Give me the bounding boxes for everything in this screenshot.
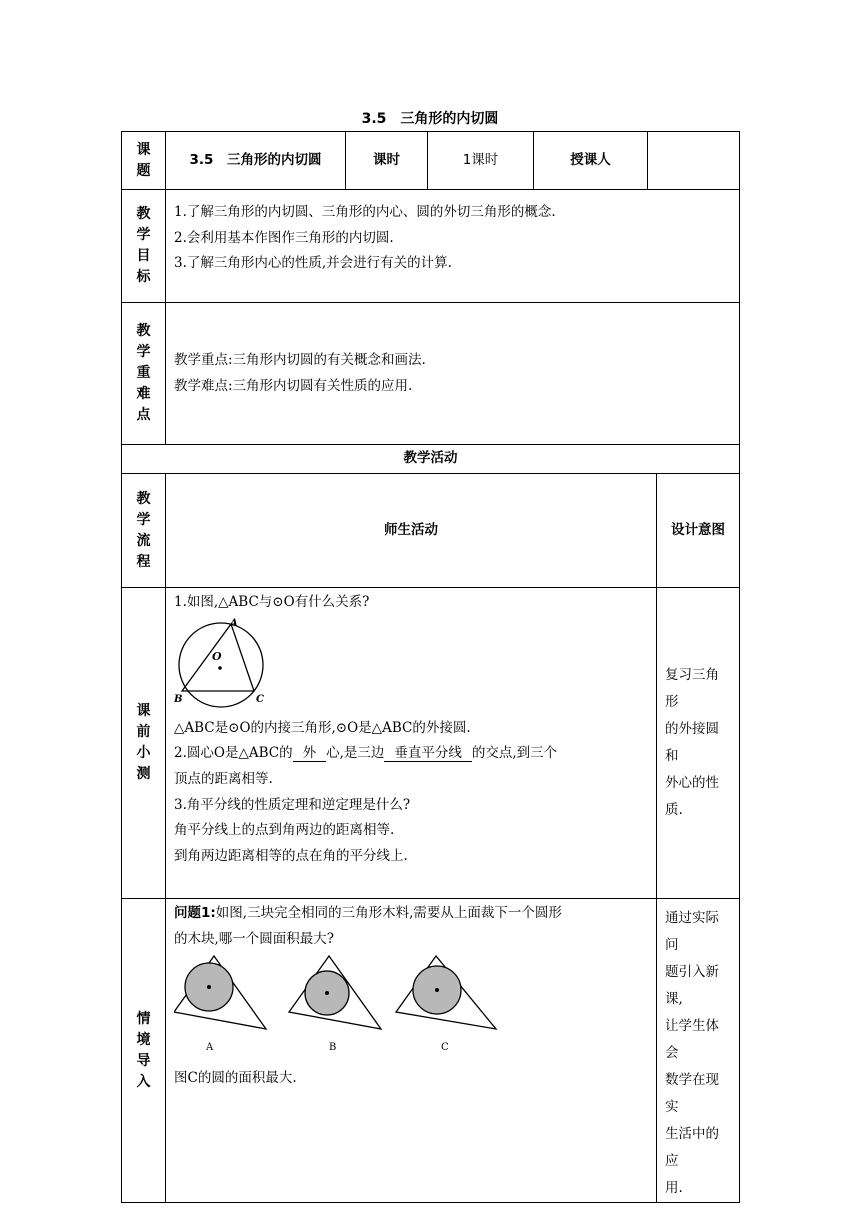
answer-1: △ABC是⊙O的内接三角形,⊙O是△ABC的外接圆. <box>174 719 471 736</box>
focus-row <box>122 303 740 445</box>
svg-text:B: B <box>329 1042 337 1054</box>
triangle-B <box>289 956 381 1053</box>
goal-item: 3.了解三角形内心的性质,并会进行有关的计算. <box>174 255 452 272</box>
difficulty: 教学难点:三角形内切圆有关性质的应用. <box>174 377 413 394</box>
svg-text:A: A <box>230 617 238 629</box>
col-activity: 师生活动 <box>166 474 657 588</box>
svg-text:C: C <box>256 693 264 705</box>
answer-3a: 角平分线上的点到角两边的距离相等. <box>174 822 395 839</box>
teacher-label: 授课人 <box>534 132 648 190</box>
keshi-label: 课时 <box>346 132 428 190</box>
pretest-intent: 复习三角形 的外接圆和 外心的性质. <box>657 588 740 899</box>
svg-text:A: A <box>206 1042 214 1054</box>
col-intent: 设计意图 <box>657 474 740 588</box>
svg-text:C: C <box>441 1042 449 1054</box>
question-3: 3.角平分线的性质定理和逆定理是什么? <box>174 796 411 813</box>
intro-row <box>122 899 740 1203</box>
problem-1: 问题1:如图,三块完全相同的三角形木料,需要从上面裁下一个圆形 <box>174 905 562 921</box>
triangle-A <box>174 956 266 1053</box>
triangle-C <box>396 956 496 1053</box>
goal-item: 2.会利用基本作图作三角形的内切圆. <box>174 229 394 246</box>
answer-3b: 到角两边距离相等的点在角的平分线上. <box>174 847 408 864</box>
svg-text:O: O <box>212 649 222 663</box>
label-goals: 教 学 目 标 <box>122 190 166 303</box>
intro-content: 问题1:如图,三块完全相同的三角形木料,需要从上面裁下一个圆形 的木块,哪一个圆面积最大? A B C 图C的圆的面积最大. <box>166 899 657 1203</box>
document-title: 3.5 三角形的内切圆 <box>361 111 499 127</box>
circumcircle-figure <box>174 618 274 710</box>
label-focus: 教 学 重 难 点 <box>122 303 166 445</box>
activity-header-row <box>122 445 740 474</box>
goal-item: 1.了解三角形的内切圆、三角形的内心、圆的外切三角形的概念. <box>174 204 556 220</box>
focus-content <box>166 303 740 445</box>
intro-answer: 图C的圆的面积最大. <box>174 1070 297 1087</box>
label-flow: 教 学 流 程 <box>122 474 166 588</box>
intro-intent: 通过实际问 题引入新课, 让学生体会 数学在现实 生活中的应 用. <box>657 899 740 1203</box>
flow-row <box>122 474 740 588</box>
triangles-figure <box>174 954 514 1064</box>
question-1: 1.如图,△ABC与⊙O有什么关系? <box>174 594 370 610</box>
blank-answer: 垂直平分线 <box>384 745 472 762</box>
teacher-value <box>648 132 740 190</box>
blank-answer: 外 <box>293 745 327 762</box>
header-row <box>122 132 740 190</box>
label-pretest: 课 前 小 测 <box>122 588 166 899</box>
lesson-plan-table <box>121 131 740 1203</box>
activity-header: 教学活动 <box>122 445 740 474</box>
goals-row <box>122 190 740 303</box>
key-point: 教学重点:三角形内切圆的有关概念和画法. <box>174 351 426 368</box>
keshi-value: 1课时 <box>428 132 534 190</box>
question-2: 2.圆心O是△ABC的 外 心,是三边 垂直平分线 的交点,到三个 <box>174 745 558 762</box>
label-keti: 课 题 <box>122 132 166 190</box>
goals-content <box>166 190 740 303</box>
pretest-row <box>122 588 740 899</box>
label-intro: 情 境 导 入 <box>122 899 166 1203</box>
pretest-content: 1.如图,△ABC与⊙O有什么关系? A B C O △ABC是⊙O的内接三角形,⊙O是△ABC的外接圆. 2.圆心O是△ABC的 外 心,是三边 垂直平分线 的交点,到三个 顶点的距离相等. 3.角平分线的性质定理和逆定理是什么? 角平分线上的点到角两边的距离相等. 到角两边距离相等的点在角的平分线上. <box>166 588 657 899</box>
topic-cell: 3.5 三角形的内切圆 <box>166 132 346 190</box>
svg-text:B: B <box>174 693 183 705</box>
